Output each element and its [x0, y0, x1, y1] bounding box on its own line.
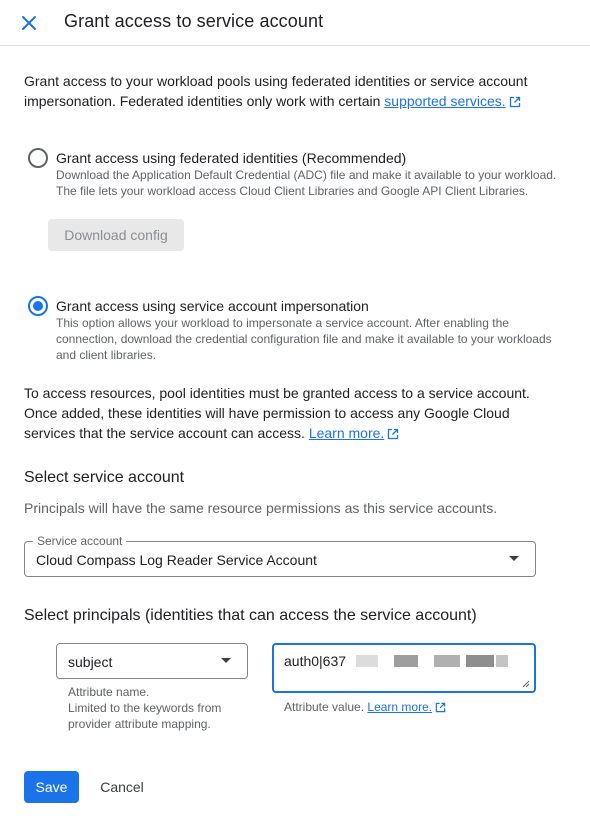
- cancel-button[interactable]: Cancel: [100, 779, 144, 795]
- learn-more-link[interactable]: Learn more.: [308, 425, 385, 441]
- radio-service-account-impersonation[interactable]: [28, 296, 48, 316]
- open-in-new-icon: [435, 702, 446, 713]
- redacted-block: [466, 655, 494, 667]
- redacted-block: [356, 655, 378, 667]
- redacted-block: [434, 655, 460, 667]
- close-button[interactable]: [16, 10, 42, 36]
- supported-services-link[interactable]: supported services.: [384, 93, 506, 109]
- radio-federated-identities[interactable]: [28, 148, 48, 168]
- resize-handle-icon[interactable]: [522, 680, 530, 688]
- download-config-button[interactable]: Download config: [48, 219, 184, 251]
- close-icon: [21, 15, 37, 31]
- select-principals-heading: Select principals (identities that can access the service account): [24, 607, 477, 624]
- select-service-account-heading: Select service account: [24, 469, 185, 486]
- option-federated-title[interactable]: Grant access using federated identities (Recommended): [56, 150, 407, 166]
- attribute-value-helper: [284, 699, 446, 715]
- attribute-value-helper-text: Attribute value.: [284, 700, 368, 714]
- attribute-value-field[interactable]: [272, 643, 536, 693]
- attribute-name-select[interactable]: [56, 643, 248, 679]
- option-impersonation-title[interactable]: Grant access using service account impersonation: [56, 298, 369, 314]
- redacted-block: [394, 655, 418, 667]
- dropdown-arrow-icon: [221, 658, 231, 663]
- access-paragraph-body: To access resources, pool identities must be granted access to a service account. Once added, these identities will have permission to access any Google Cloud services that the service account can access.: [24, 385, 530, 441]
- open-in-new-icon: [509, 96, 521, 108]
- open-in-new-icon: [387, 428, 399, 440]
- service-account-label: Service account: [33, 534, 126, 548]
- attribute-name-helper-line1: Attribute name.: [68, 685, 150, 699]
- dropdown-arrow-icon: [509, 556, 519, 561]
- attribute-value-text[interactable]: auth0|637: [284, 653, 347, 669]
- attribute-name-helper-line3: provider attribute mapping.: [68, 717, 211, 731]
- select-service-account-subtitle: Principals will have the same resource permissions as this service accounts.: [24, 500, 498, 516]
- page-title: Grant access to service account: [64, 11, 324, 31]
- attribute-name-value: subject: [68, 654, 113, 670]
- intro-text: [24, 71, 564, 111]
- attribute-name-helper: [68, 684, 221, 732]
- option-federated-description: Download the Application Default Credential (ADC) file and make it available to your workload. The file lets your workload access Cloud Client Libraries and Google API Client Libraries.: [56, 168, 557, 198]
- attribute-learn-more-link[interactable]: Learn more.: [367, 700, 433, 714]
- option-impersonation-description: This option allows your workload to impersonate a service account. After enabling the connection, download the credential configuration file and make it available to your workloads and client libraries.: [56, 316, 552, 362]
- dialog-header: [0, 0, 590, 46]
- attribute-name-helper-line2: Limited to the keywords from: [68, 701, 222, 715]
- save-button[interactable]: Save: [24, 771, 79, 803]
- service-account-value: Cloud Compass Log Reader Service Account: [36, 552, 317, 568]
- redacted-block: [496, 655, 508, 667]
- access-paragraph: [24, 383, 564, 443]
- intro-body: Grant access to your workload pools using federated identities or service account impersonation. Federated identities only work with certain: [24, 73, 528, 109]
- service-account-select[interactable]: [24, 534, 536, 577]
